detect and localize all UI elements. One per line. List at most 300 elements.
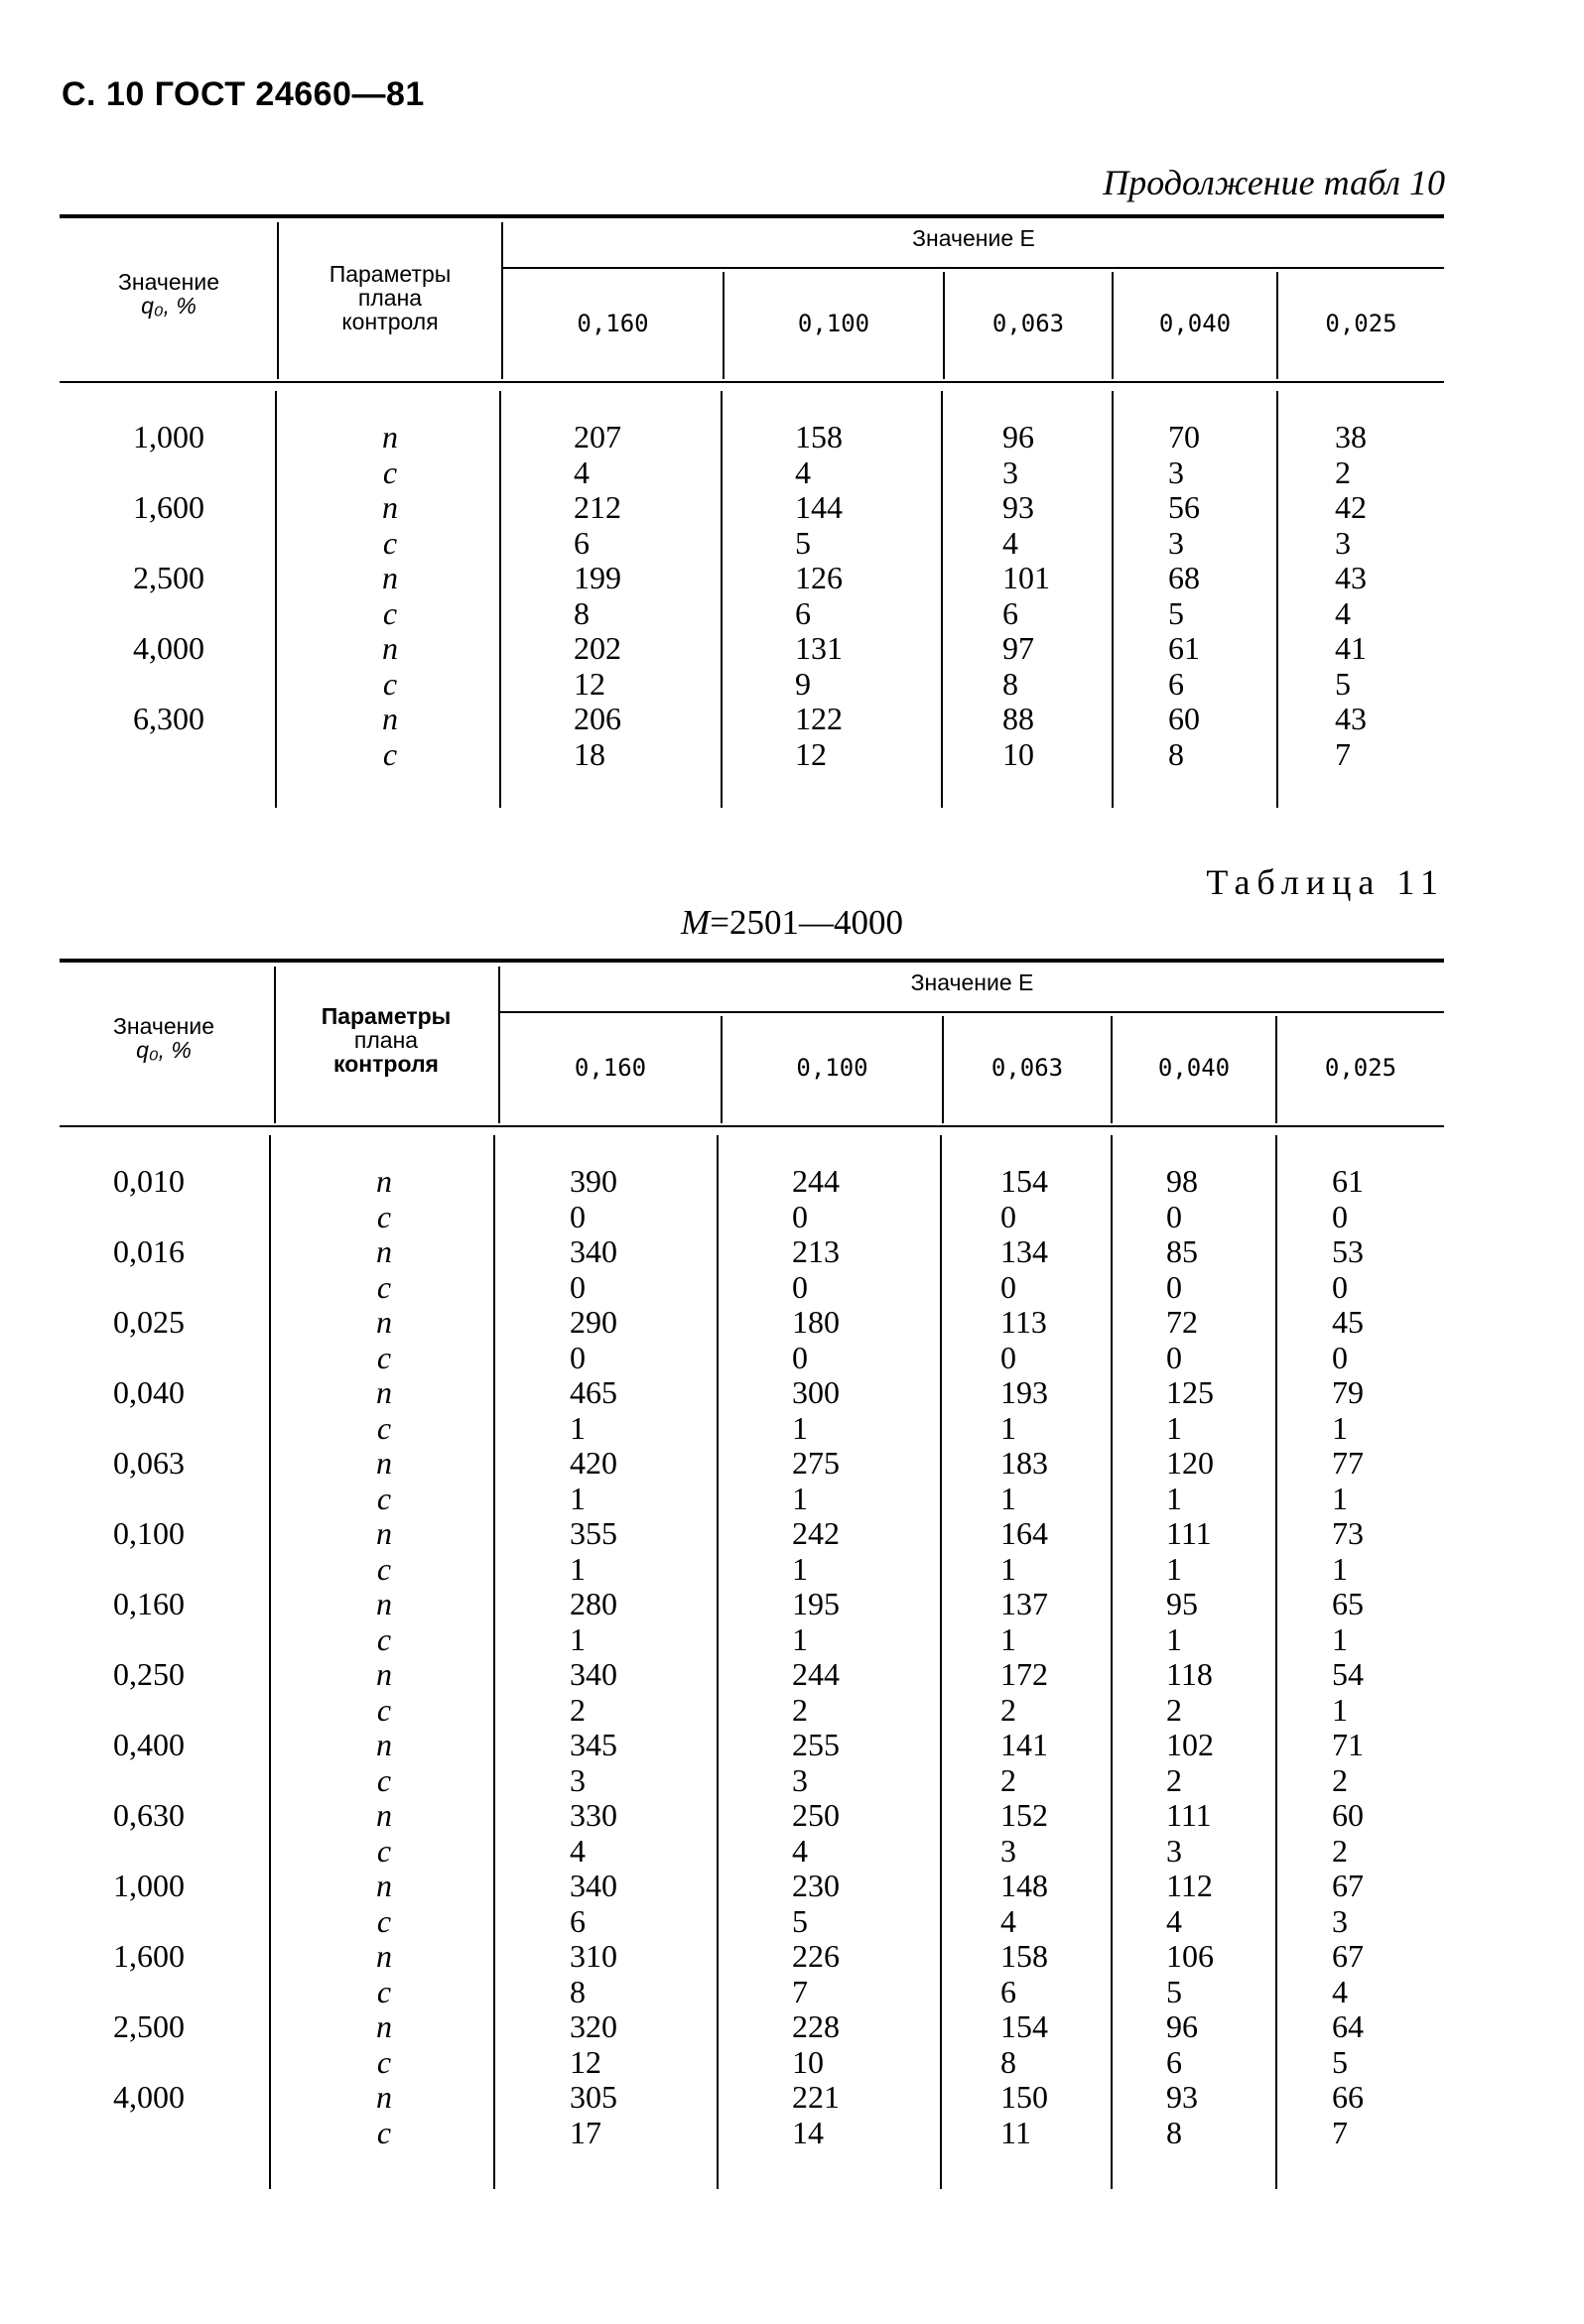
param-c: c (376, 2114, 392, 2150)
param-n: n (376, 1445, 392, 1481)
table-cell: 131 (795, 630, 843, 666)
table-cell: 2 (1166, 1691, 1182, 1728)
body-divider (717, 1135, 719, 2189)
table-cell: 2 (1000, 1761, 1016, 1798)
table-cell: 8 (1168, 735, 1184, 772)
table-cell: 102 (1166, 1727, 1214, 1762)
table-cell: 3 (792, 1761, 808, 1798)
table-cell: 12 (570, 2043, 601, 2080)
subtitle-var: M (681, 903, 711, 942)
param-n: n (382, 630, 398, 666)
table11 (60, 959, 1444, 2189)
table-cell: 111 (1166, 1515, 1212, 1551)
q0-value: 4,000 (133, 630, 204, 666)
e-value-2: 0,063 (990, 1054, 1064, 1082)
table-cell: 0 (1332, 1198, 1348, 1234)
header-params-label (286, 262, 494, 333)
table-cell: 3 (1332, 1902, 1348, 1939)
header-bottom-rule (60, 1125, 1444, 1127)
header-q-line2: q₀, % (136, 1037, 192, 1063)
table-cell: 126 (795, 560, 843, 595)
param-c: c (376, 1761, 392, 1798)
header-params-line2: плана (353, 1027, 419, 1053)
table-cell: 2 (1335, 453, 1351, 490)
table-cell: 6 (1168, 665, 1184, 702)
header-q-label (69, 1014, 258, 1062)
param-c: c (382, 594, 398, 631)
table-cell: 172 (1000, 1656, 1048, 1692)
q0-value: 0,400 (113, 1727, 185, 1762)
table-cell: 150 (1000, 2079, 1048, 2115)
table-cell: 180 (792, 1304, 840, 1340)
table11-caption: Таблица 11 (1206, 862, 1445, 902)
table-cell: 38 (1335, 419, 1367, 454)
table-cell: 17 (570, 2114, 601, 2150)
table-cell: 164 (1000, 1515, 1048, 1551)
table-cell: 465 (570, 1374, 617, 1410)
body-divider (1275, 1135, 1277, 2189)
param-c: c (382, 735, 398, 772)
table-cell: 0 (570, 1339, 586, 1375)
q0-value: 0,040 (113, 1374, 185, 1410)
table-cell: 137 (1000, 1586, 1048, 1621)
e-value-3: 0,040 (1158, 310, 1232, 337)
table10 (60, 214, 1444, 810)
table-cell: 120 (1166, 1445, 1214, 1481)
param-n: n (376, 1304, 392, 1340)
table-cell: 158 (795, 419, 843, 454)
header-params-line1: Параметры (329, 261, 452, 287)
table-cell: 300 (792, 1374, 840, 1410)
header-params-line3: контроля (341, 309, 439, 334)
table-cell: 6 (1166, 2043, 1182, 2080)
table-cell: 6 (795, 594, 811, 631)
table-cell: 66 (1332, 2079, 1364, 2115)
table-cell: 1 (1166, 1409, 1182, 1446)
q0-value: 0,016 (113, 1233, 185, 1269)
param-n: n (376, 1868, 392, 1903)
table-cell: 68 (1168, 560, 1200, 595)
e-value-3: 0,040 (1157, 1054, 1231, 1082)
header-bottom-rule (60, 381, 1444, 383)
table-cell: 0 (1166, 1268, 1182, 1305)
top-rule (60, 214, 1444, 218)
table-cell: 61 (1168, 630, 1200, 666)
table-cell: 113 (1000, 1304, 1047, 1340)
table-cell: 183 (1000, 1445, 1048, 1481)
table-cell: 206 (574, 701, 621, 736)
table-cell: 3 (1168, 524, 1184, 561)
table-cell: 6 (1002, 594, 1018, 631)
table-cell: 330 (570, 1797, 617, 1833)
e-header-rule (503, 267, 1444, 269)
table-cell: 5 (1335, 665, 1351, 702)
param-c: c (376, 1832, 392, 1869)
param-c: c (382, 665, 398, 702)
q0-value: 2,500 (133, 560, 204, 595)
table-cell: 112 (1166, 1868, 1213, 1903)
param-n: n (376, 2008, 392, 2044)
table-cell: 230 (792, 1868, 840, 1903)
body-divider (1111, 1135, 1113, 2189)
param-n: n (376, 1727, 392, 1762)
table-cell: 195 (792, 1586, 840, 1621)
table-cell: 93 (1002, 489, 1034, 525)
table-cell: 290 (570, 1304, 617, 1340)
e-value-0: 0,160 (574, 1054, 647, 1082)
table-cell: 1 (570, 1480, 586, 1516)
table-cell: 67 (1332, 1868, 1364, 1903)
table-cell: 4 (1166, 1902, 1182, 1939)
param-n: n (376, 1163, 392, 1199)
table-cell: 65 (1332, 1586, 1364, 1621)
table-cell: 1 (1166, 1620, 1182, 1657)
table-cell: 148 (1000, 1868, 1048, 1903)
body-divider (721, 391, 723, 808)
param-n: n (376, 1797, 392, 1833)
param-n: n (376, 1938, 392, 1974)
body-divider (269, 1135, 271, 2189)
table-cell: 1 (1332, 1691, 1348, 1728)
param-n: n (382, 489, 398, 525)
table-cell: 77 (1332, 1445, 1364, 1481)
param-n: n (376, 1515, 392, 1551)
table-cell: 101 (1002, 560, 1050, 595)
table-cell: 420 (570, 1445, 617, 1481)
table-cell: 1 (1000, 1620, 1016, 1657)
table-cell: 1 (792, 1409, 808, 1446)
table-cell: 106 (1166, 1938, 1214, 1974)
table-cell: 212 (574, 489, 621, 525)
table-cell: 118 (1166, 1656, 1213, 1692)
table-cell: 275 (792, 1445, 840, 1481)
q0-value: 0,100 (113, 1515, 185, 1551)
table-cell: 98 (1166, 1163, 1198, 1199)
param-c: c (376, 1691, 392, 1728)
table-cell: 0 (1000, 1268, 1016, 1305)
table-cell: 8 (570, 1973, 586, 2009)
table-cell: 0 (1332, 1339, 1348, 1375)
table-cell: 0 (1000, 1198, 1016, 1234)
table-cell: 5 (1166, 1973, 1182, 2009)
table-cell: 255 (792, 1727, 840, 1762)
table-cell: 7 (1335, 735, 1351, 772)
table-cell: 2 (1000, 1691, 1016, 1728)
table-cell: 4 (1335, 594, 1351, 631)
table-cell: 221 (792, 2079, 840, 2115)
param-n: n (376, 1656, 392, 1692)
table-cell: 67 (1332, 1938, 1364, 1974)
param-c: c (376, 1620, 392, 1657)
table-cell: 5 (795, 524, 811, 561)
table-cell: 1 (792, 1480, 808, 1516)
table-cell: 60 (1168, 701, 1200, 736)
table-cell: 207 (574, 419, 621, 454)
table-cell: 3 (1335, 524, 1351, 561)
table-cell: 6 (570, 1902, 586, 1939)
table-cell: 10 (792, 2043, 824, 2080)
table-cell: 5 (1332, 2043, 1348, 2080)
table-cell: 2 (792, 1691, 808, 1728)
table-cell: 0 (1000, 1339, 1016, 1375)
table-cell: 3 (1002, 453, 1018, 490)
body-divider (941, 391, 943, 808)
table-cell: 1 (570, 1620, 586, 1657)
table-cell: 111 (1166, 1797, 1212, 1833)
table-cell: 1 (792, 1550, 808, 1587)
e-value-1: 0,100 (797, 310, 870, 337)
table-cell: 85 (1166, 1233, 1198, 1269)
table-cell: 355 (570, 1515, 617, 1551)
table-cell: 305 (570, 2079, 617, 2115)
table-cell: 1 (1332, 1620, 1348, 1657)
param-c: c (376, 1902, 392, 1939)
table-cell: 14 (792, 2114, 824, 2150)
table-cell: 1 (1000, 1409, 1016, 1446)
table-cell: 340 (570, 1233, 617, 1269)
q0-value: 1,600 (133, 489, 204, 525)
body-divider (499, 391, 501, 808)
table-cell: 5 (792, 1902, 808, 1939)
q0-value: 4,000 (113, 2079, 185, 2115)
table-cell: 4 (792, 1832, 808, 1869)
table-cell: 1 (1000, 1550, 1016, 1587)
table-cell: 226 (792, 1938, 840, 1974)
table-cell: 0 (1332, 1268, 1348, 1305)
table-cell: 7 (792, 1973, 808, 2009)
table-cell: 320 (570, 2008, 617, 2044)
q0-value: 6,300 (133, 701, 204, 736)
table-cell: 42 (1335, 489, 1367, 525)
table-cell: 1 (792, 1620, 808, 1657)
table-cell: 11 (1000, 2114, 1031, 2150)
table-cell: 0 (570, 1198, 586, 1234)
table-cell: 310 (570, 1938, 617, 1974)
header-q-line2: q₀, % (141, 293, 197, 319)
table-cell: 158 (1000, 1938, 1048, 1974)
table-cell: 152 (1000, 1797, 1048, 1833)
table-cell: 1 (1332, 1480, 1348, 1516)
table-cell: 4 (570, 1832, 586, 1869)
table-cell: 79 (1332, 1374, 1364, 1410)
table-cell: 70 (1168, 419, 1200, 454)
table-cell: 244 (792, 1656, 840, 1692)
param-n: n (382, 560, 398, 595)
header-e-label: Значение E (910, 969, 1034, 995)
table-cell: 97 (1002, 630, 1034, 666)
table-cell: 1 (570, 1550, 586, 1587)
e-value-4: 0,025 (1325, 310, 1397, 337)
table-cell: 73 (1332, 1515, 1364, 1551)
table-cell: 244 (792, 1163, 840, 1199)
param-n: n (376, 1233, 392, 1269)
table-cell: 7 (1332, 2114, 1348, 2150)
table-cell: 96 (1166, 2008, 1198, 2044)
param-c: c (376, 1339, 392, 1375)
table-cell: 0 (792, 1339, 808, 1375)
e-value-2: 0,063 (991, 310, 1065, 337)
table-cell: 4 (1002, 524, 1018, 561)
param-c: c (382, 524, 398, 561)
table-cell: 18 (574, 735, 605, 772)
table-cell: 6 (574, 524, 590, 561)
e-value-1: 0,100 (796, 1054, 868, 1082)
table-cell: 141 (1000, 1727, 1048, 1762)
table-cell: 1 (1332, 1550, 1348, 1587)
param-n: n (376, 1374, 392, 1410)
table-cell: 4 (795, 453, 811, 490)
table-cell: 12 (795, 735, 827, 772)
table-cell: 0 (792, 1198, 808, 1234)
header-params-line2: плана (357, 285, 423, 311)
table-cell: 4 (1000, 1902, 1016, 1939)
table-cell: 199 (574, 560, 621, 595)
table-cell: 60 (1332, 1797, 1364, 1833)
page-header: С. 10 ГОСТ 24660—81 (62, 75, 425, 113)
table-cell: 8 (1000, 2043, 1016, 2080)
table-cell: 8 (574, 594, 590, 631)
param-c: c (376, 1268, 392, 1305)
q0-value: 1,000 (133, 419, 204, 454)
table-cell: 2 (1332, 1832, 1348, 1869)
table-cell: 0 (1166, 1198, 1182, 1234)
table-cell: 64 (1332, 2008, 1364, 2044)
table-cell: 1 (1332, 1409, 1348, 1446)
table-cell: 3 (1166, 1832, 1182, 1869)
table-cell: 1 (570, 1409, 586, 1446)
table-cell: 154 (1000, 2008, 1048, 2044)
top-rule (60, 959, 1444, 963)
q0-value: 1,600 (113, 1938, 185, 1974)
table-cell: 280 (570, 1586, 617, 1621)
q0-value: 2,500 (113, 2008, 185, 2044)
table-cell: 3 (1000, 1832, 1016, 1869)
e-value-4: 0,025 (1324, 1054, 1397, 1082)
param-n: n (376, 1586, 392, 1621)
table-cell: 4 (574, 453, 590, 490)
table-cell: 213 (792, 1233, 840, 1269)
body-divider (1276, 391, 1278, 808)
table-cell: 144 (795, 489, 843, 525)
table-cell: 8 (1166, 2114, 1182, 2150)
body-divider (940, 1135, 942, 2189)
q0-value: 0,630 (113, 1797, 185, 1833)
table-cell: 3 (570, 1761, 586, 1798)
param-n: n (382, 419, 398, 454)
table-cell: 242 (792, 1515, 840, 1551)
q0-value: 0,010 (113, 1163, 185, 1199)
q0-value: 0,160 (113, 1586, 185, 1621)
table11-subtitle (0, 903, 1584, 943)
table-cell: 0 (570, 1268, 586, 1305)
table-cell: 345 (570, 1727, 617, 1762)
table-cell: 125 (1166, 1374, 1214, 1410)
header-params-label (282, 1004, 490, 1076)
table-cell: 154 (1000, 1163, 1048, 1199)
table-cell: 54 (1332, 1656, 1364, 1692)
param-c: c (376, 1550, 392, 1587)
header-e-label: Значение E (912, 225, 1035, 251)
subtitle-range: =2501—4000 (710, 903, 903, 942)
header-divider (277, 222, 279, 379)
header-params-line1: Параметры (321, 1003, 452, 1029)
q0-value: 0,063 (113, 1445, 185, 1481)
param-n: n (382, 701, 398, 736)
table-cell: 193 (1000, 1374, 1048, 1410)
table-cell: 340 (570, 1656, 617, 1692)
table-cell: 5 (1168, 594, 1184, 631)
table-cell: 6 (1000, 1973, 1016, 2009)
table-cell: 71 (1332, 1727, 1364, 1762)
table-cell: 390 (570, 1163, 617, 1199)
header-divider (274, 967, 276, 1123)
body-divider (1112, 391, 1114, 808)
e-value-0: 0,160 (577, 310, 649, 337)
table-cell: 1 (1166, 1550, 1182, 1587)
table-cell: 228 (792, 2008, 840, 2044)
header-params-line3: контроля (333, 1051, 439, 1077)
q0-value: 1,000 (113, 1868, 185, 1903)
table-cell: 10 (1002, 735, 1034, 772)
param-n: n (376, 2079, 392, 2115)
table-cell: 8 (1002, 665, 1018, 702)
table-cell: 53 (1332, 1233, 1364, 1269)
table-cell: 61 (1332, 1163, 1364, 1199)
table-cell: 340 (570, 1868, 617, 1903)
e-header-rule (500, 1011, 1444, 1013)
q0-value: 0,250 (113, 1656, 185, 1692)
param-c: c (376, 1409, 392, 1446)
table-cell: 0 (792, 1268, 808, 1305)
param-c: c (376, 1198, 392, 1234)
table-cell: 95 (1166, 1586, 1198, 1621)
table10-caption: Продолжение табл 10 (1103, 163, 1445, 202)
table-cell: 250 (792, 1797, 840, 1833)
table-cell: 93 (1166, 2079, 1198, 2115)
table-cell: 43 (1335, 701, 1367, 736)
table-cell: 41 (1335, 630, 1367, 666)
table-cell: 122 (795, 701, 843, 736)
table-cell: 0 (1166, 1339, 1182, 1375)
table-cell: 45 (1332, 1304, 1364, 1340)
table-cell: 2 (1332, 1761, 1348, 1798)
table-cell: 12 (574, 665, 605, 702)
q0-value: 0,025 (113, 1304, 185, 1340)
table-cell: 4 (1332, 1973, 1348, 2009)
header-q-label (79, 270, 258, 318)
header-q-line1: Значение (118, 269, 219, 295)
header-q-line1: Значение (113, 1013, 214, 1039)
table-cell: 96 (1002, 419, 1034, 454)
table-cell: 3 (1168, 453, 1184, 490)
table-cell: 2 (1166, 1761, 1182, 1798)
table-cell: 43 (1335, 560, 1367, 595)
table-cell: 88 (1002, 701, 1034, 736)
table-cell: 202 (574, 630, 621, 666)
body-divider (493, 1135, 495, 2189)
param-c: c (376, 2043, 392, 2080)
table-cell: 134 (1000, 1233, 1048, 1269)
table-cell: 72 (1166, 1304, 1198, 1340)
table-cell: 1 (1000, 1480, 1016, 1516)
param-c: c (376, 1973, 392, 2009)
table-cell: 56 (1168, 489, 1200, 525)
table-cell: 9 (795, 665, 811, 702)
param-c: c (376, 1480, 392, 1516)
table-cell: 1 (1166, 1480, 1182, 1516)
table-cell: 2 (570, 1691, 586, 1728)
param-c: c (382, 453, 398, 490)
